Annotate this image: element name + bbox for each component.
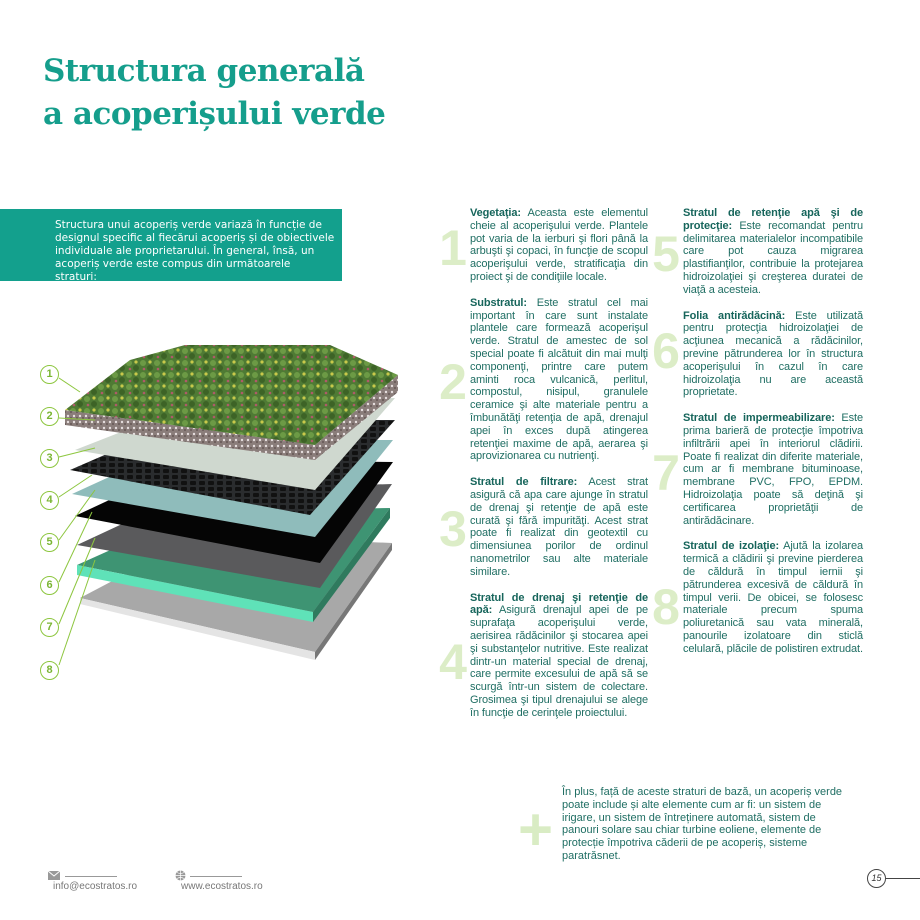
section-text: Este prima barieră de protecţie împotriva infiltrării apei în interiorul clădirii. Poate fi realizat din diferite materiale, cum ar fi membrane bituminoase, membrane PVC, FPO, EPDM. Hidroizolaţia poate să deţină şi certificarea proprietăţii de antirădăcinare. bbox=[683, 412, 863, 527]
section-heading: Stratul de impermeabilizare: bbox=[683, 412, 835, 425]
section-number-3: 3 bbox=[439, 501, 467, 558]
section-number-5: 5 bbox=[652, 226, 680, 282]
globe-icon bbox=[175, 870, 186, 881]
section-heading: Stratul de drenaj şi retenţie de apă: bbox=[470, 591, 648, 617]
extra-elements-text: În plus, față de aceste straturi de bază, un acoperiș verde poate include și alte elemente cum ar fi: un sistem de irigare, un sistem de întreținere automată, sistem de panouri solare sau chiar turbine eoliene, elemente de protecție împotriva căderii de pe acoperiș, sisteme paratrăsnet. bbox=[562, 786, 843, 862]
section-vegetation bbox=[439, 207, 648, 284]
section-number-7: 7 bbox=[652, 445, 680, 502]
section-waterproofing bbox=[652, 412, 863, 527]
section-retention-protection bbox=[652, 207, 863, 297]
section-root-barrier bbox=[652, 309, 863, 400]
layer-label-6: 6 bbox=[40, 576, 59, 595]
intro-box bbox=[0, 209, 342, 281]
section-text: Este recomandat pentru delimitarea materialelor incompatibile care pot cauza migrarea plastifianţilor, contribuie la protejarea hidroizolaţiei şi creşterea duratei de viaţă a acesteia. bbox=[683, 219, 863, 296]
section-heading: Substratul: bbox=[470, 296, 527, 309]
layer-label-4: 4 bbox=[40, 491, 59, 510]
section-text: Acest strat asigură că apa care ajunge în stratul de drenaj şi retenţie de apă este curată şi fără impurităţi. Acest strat poate fi realizat din geotextil cu dimensiunea porilor de ordinul nanometrilor sau alte materiale similare. bbox=[470, 476, 648, 578]
text-column-right bbox=[652, 207, 863, 656]
section-number-8: 8 bbox=[652, 579, 680, 636]
section-number-4: 4 bbox=[439, 633, 467, 690]
section-text: Este stratul cel mai important în care sunt instalate plantele care formează acoperişul verde. Stratul de amestec de sol special poate fi alcătuit din mai mulţi componenţi, printre care putem aminti roca vulcanică, perlitul, compostul, nisipul, granulele ceramice şi alte materiale pentru a îmbunătăţi retenţia de apă, drenajul apei în exces după atingerea retenţiei maxime de apă, aerarea şi aprovizionarea cu nutrienţi. bbox=[470, 296, 648, 463]
envelope-icon bbox=[48, 871, 60, 880]
layer-label-2: 2 bbox=[40, 407, 59, 426]
footer-divider bbox=[65, 876, 117, 877]
text-column-left bbox=[439, 207, 648, 719]
section-drainage bbox=[439, 591, 648, 720]
green-roof-layers-illustration bbox=[0, 330, 420, 700]
section-text: Este utilizată pentru protecţia hidroizolaţiei de acţiunea mecanică a rădăcinilor, previne pătrunderea lor în structura acoperişului în cazul în care hidroizolaţia nu are această proprietate. bbox=[683, 309, 863, 399]
layer-label-8: 8 bbox=[40, 661, 59, 680]
section-number-1: 1 bbox=[439, 220, 467, 276]
section-number-6: 6 bbox=[652, 322, 680, 379]
section-heading: Vegetaţia: bbox=[470, 207, 521, 219]
footer-email[interactable]: info@ecostratos.ro bbox=[53, 881, 138, 892]
page-number-line bbox=[886, 878, 920, 879]
section-heading: Stratul de filtrare: bbox=[470, 476, 578, 489]
section-filter bbox=[439, 476, 648, 578]
layer-label-5: 5 bbox=[40, 533, 59, 552]
section-heading: Stratul de izolaţie: bbox=[683, 540, 780, 553]
layer-label-3: 3 bbox=[40, 449, 59, 468]
section-heading: Stratul de retenţie apă şi de protecţie: bbox=[683, 207, 863, 232]
section-heading: Folia antirădăcină: bbox=[683, 309, 786, 322]
footer-website[interactable]: www.ecostratos.ro bbox=[181, 881, 263, 892]
layer-label-7: 7 bbox=[40, 618, 59, 637]
section-text: Ajută la izolarea termică a clădirii şi previne pierderea de căldură în timpul iernii şi pătrunderea excesivă de căldură în timpul verii. De obicei, se folosesc materiale precum spuma poliuretanică sau vata minerală, panourile izolatoare din sticlă celulară, plăcile de polistiren extrudat. bbox=[683, 540, 863, 655]
plus-icon: + bbox=[518, 796, 554, 863]
section-insulation bbox=[652, 540, 863, 655]
section-text: Asigură drenajul apei de pe suprafaţa acoperişului verde, aerisirea rădăcinilor şi stocarea apei şi substanţelor nutritive. Este realizat dintr-un material special de drenaj, care permite excesului de apă să se scurgă într-un sistem de colectare. Grosimea şi tipul drenajului se alege în funcţie de cerinţele proiectului. bbox=[470, 604, 648, 719]
section-text: Aceasta este elementul cheie al acoperişului verde. Plantele pot varia de la ierburi şi flori până la arbuşti şi copaci, în funcţie de scopul acoperişului verde, stratificaţia din proiect şi de condiţiile locale. bbox=[470, 207, 648, 283]
footer-divider bbox=[190, 876, 242, 877]
page-number: 15 bbox=[867, 869, 886, 888]
title-line-1: Structura generală bbox=[43, 53, 365, 89]
page-title bbox=[43, 50, 385, 136]
section-substrate bbox=[439, 296, 648, 463]
intro-text: Structura unui acoperiș verde variază în funcție de designul specific al fiecărui acoperiș și de obiectivele individuale ale proprietarului. În general, însă, un acoperiș verde este compus din următoarele straturi: bbox=[55, 219, 335, 283]
title-line-2: a acoperișului verde bbox=[43, 96, 386, 132]
section-number-2: 2 bbox=[439, 353, 467, 410]
layer-label-1: 1 bbox=[40, 365, 59, 384]
